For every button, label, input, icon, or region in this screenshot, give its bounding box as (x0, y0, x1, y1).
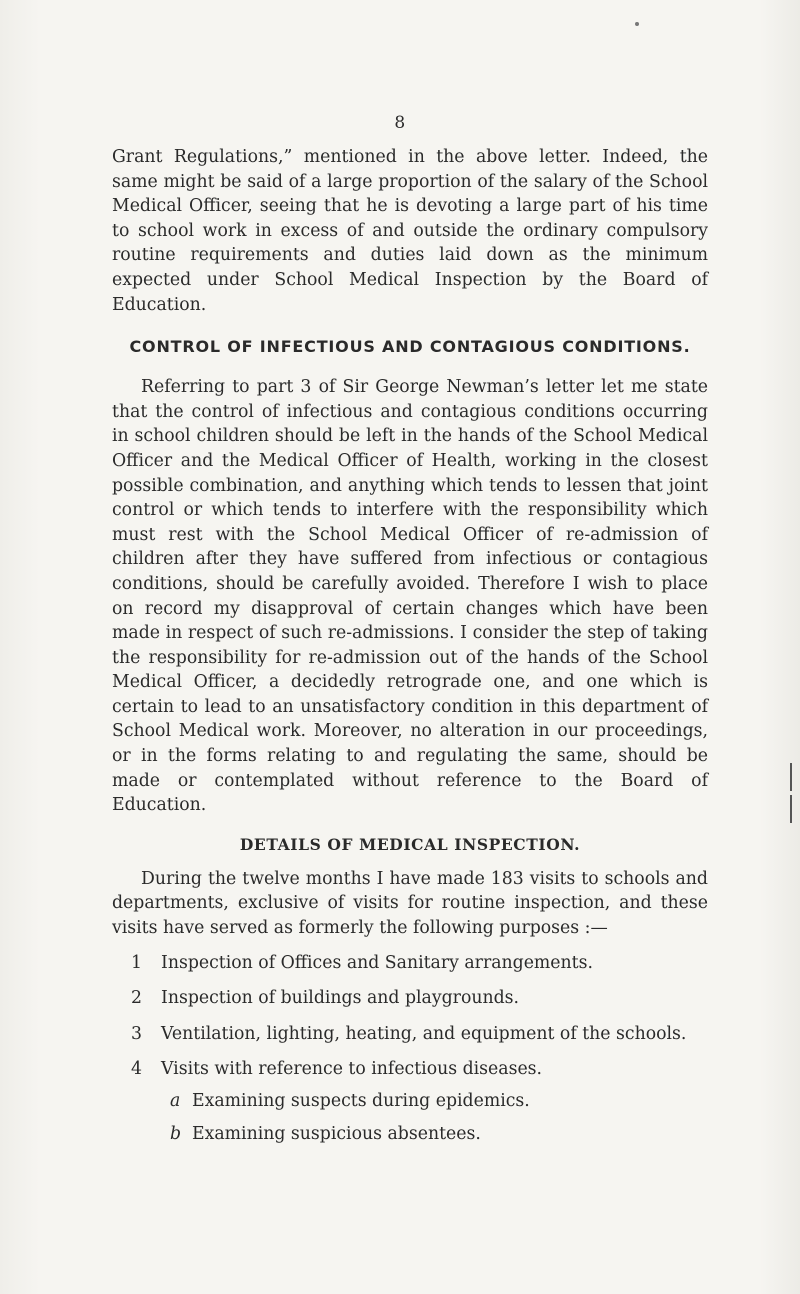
sub-item-letter: a (170, 1091, 181, 1111)
sub-item-text: Examining suspicious absentees. (192, 1123, 481, 1144)
list-item-text: Ventilation, lighting, heating, and equipment of the schools. (161, 1023, 687, 1044)
list-item-number: 1 (131, 952, 142, 973)
purposes-list (112, 951, 708, 1082)
page-content (112, 145, 708, 1154)
list-item-text: Inspection of Offices and Sanitary arrangements. (161, 952, 593, 973)
sub-item-text: Examining suspects during epidemics. (192, 1091, 530, 1111)
list-item-text: Inspection of buildings and playgrounds. (161, 988, 520, 1009)
heading-medical-inspection: DETAILS OF MEDICAL INSPECTION. (239, 834, 581, 854)
list-item (112, 986, 708, 1011)
heading-infectious-conditions: CONTROL OF INFECTIOUS AND CONTAGIOUS CONDITIONS. (129, 337, 691, 357)
list-item (112, 1057, 708, 1082)
list-item-number: 4 (131, 1059, 142, 1080)
list-item-number: 3 (131, 1023, 142, 1044)
list-item-number: 2 (131, 988, 142, 1009)
list-item (112, 951, 708, 976)
paragraph-visits-summary: During the twelve months I have made 183 visits to schools and departments, exclusive of visits for routine inspection, and these visits have served as formerly the following purposes :— (112, 868, 708, 939)
paragraph-control-infectious: Referring to part 3 of Sir George Newman’s letter let me state that the control of infectious and contagious conditions occurring in school children should be left in the hands of the School Medical Officer and the Medical Officer of Health, working in the closest possible combination, and anything which tends to lessen that joint control or which tends to interfere with the responsibility which must rest with the School Medical Officer of re-admission of children after they have suffered from infectious or contagious conditions, should be carefully avoided. Therefore I wish to place on record my disapproval of certain changes which have been made in respect of such re-admissions. I consider the step of taking the responsibility for re-admission out of the hands of the School Medical Officer, a decidedly retrograde one, and one which is certain to lead to an unsatisfactory condition in this department of School Medical work. Moreover, no alteration in our proceedings, or in the forms relating to and regulating the same, should be made or contemplated without reference to the Board of Education. (112, 377, 708, 816)
list-item-text: Visits with reference to infectious diseases. (161, 1059, 543, 1080)
paragraph-grant-regulations: Grant Regulations,” mentioned in the above letter. Indeed, the same might be said of a large proportion of the salary of the School Medical Officer, seeing that he is devoting a large part of his time to school work in excess of and outside the ordinary compulsory routine requirements and duties laid down as the minimum expected under School Medical Inspection by the Board of Education. (112, 147, 708, 315)
sub-list-item (112, 1089, 708, 1114)
edge-mark-upper (790, 763, 792, 791)
infectious-visits-sublist (112, 1089, 708, 1146)
edge-mark-lower (790, 795, 792, 823)
page-number: 8 (394, 113, 406, 133)
sub-item-letter: b (170, 1123, 182, 1144)
sub-list-item (112, 1122, 708, 1147)
speck-mark (635, 22, 639, 26)
list-item (112, 1022, 708, 1047)
